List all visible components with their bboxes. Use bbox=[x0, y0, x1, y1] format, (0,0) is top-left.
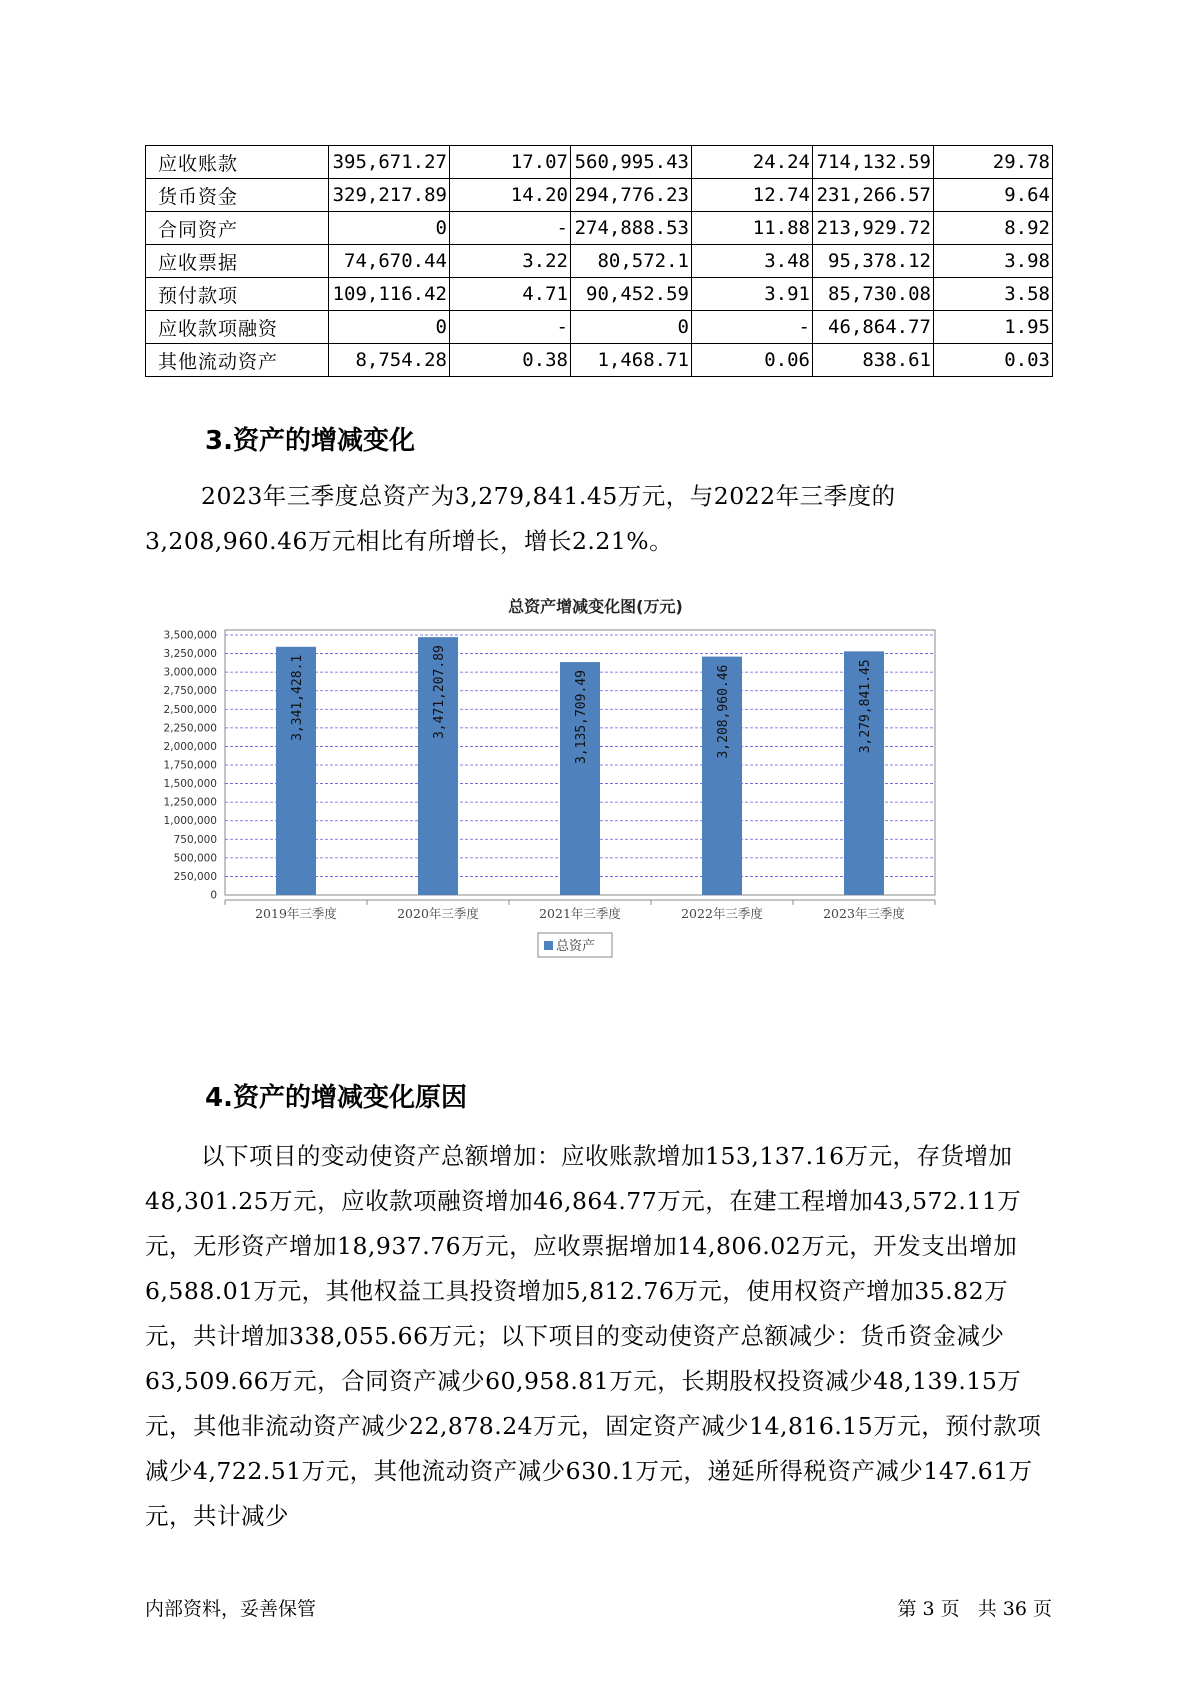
x-tick-label: 2019年三季度 bbox=[255, 906, 337, 921]
table-cell-value: 395,671.27 bbox=[329, 146, 450, 179]
table-cell-value: 46,864.77 bbox=[813, 311, 934, 344]
table-cell-value: 3.22 bbox=[450, 245, 571, 278]
table-row bbox=[146, 179, 1053, 212]
table-row bbox=[146, 245, 1053, 278]
table-cell-value: 3.48 bbox=[692, 245, 813, 278]
table-cell-item: 应收账款 bbox=[146, 146, 329, 179]
table-cell-value: 3.98 bbox=[934, 245, 1053, 278]
y-tick-label: 3,000,000 bbox=[163, 666, 217, 679]
table-cell-value: 3.58 bbox=[934, 278, 1053, 311]
section-3-text: 2023年三季度总资产为3,279,841.45万元，与2022年三季度的3,208,960.46万元相比有所增长，增长2.21%。 bbox=[145, 482, 896, 555]
table-cell-item: 其他流动资产 bbox=[146, 344, 329, 377]
table-cell-value: 8.92 bbox=[934, 212, 1053, 245]
table-cell-item: 应收票据 bbox=[146, 245, 329, 278]
section-3-heading: 3.资产的增减变化 bbox=[205, 426, 415, 456]
table-cell-value: 74,670.44 bbox=[329, 245, 450, 278]
table-cell-value: 0 bbox=[571, 311, 692, 344]
y-tick-label: 3,250,000 bbox=[163, 648, 217, 661]
table-cell-value: 294,776.23 bbox=[571, 179, 692, 212]
chart-data-label: 3,208,960.46 bbox=[716, 664, 731, 759]
table-cell-item: 合同资产 bbox=[146, 212, 329, 245]
y-tick-label: 1,750,000 bbox=[163, 759, 217, 772]
table-cell-value: 0.03 bbox=[934, 344, 1053, 377]
table-cell-value: 1.95 bbox=[934, 311, 1053, 344]
table-cell-value: 12.74 bbox=[692, 179, 813, 212]
chart-x-tick-labels bbox=[225, 900, 935, 921]
section-4-text: 以下项目的变动使资产总额增加：应收账款增加153,137.16万元，存货增加48,301.25万元，应收款项融资增加46,864.77万元，在建工程增加43,572.11万元，无形资产增加18,937.76万元，应收票据增加14,806.02万元，开发支出增加6,588.01万元，其他权益工具投资增加5,812.76万元，使用权资产增加35.82万元，共计增加338,055.66万元；以下项目的变动使资产总额减少：货币资金减少63,509.66万元，合同资产减少60,958.81万元，长期股权投资减少48,139.15万元，其他非流动资产减少22,878.24万元，固定资产减少14,816.15万元，预付款项减少4,722.51万元，其他流动资产减少630.1万元，递延所得税资产减少147.61万元，共计减少 bbox=[145, 1142, 1042, 1530]
asset-table-body bbox=[146, 146, 1053, 377]
table-row bbox=[146, 344, 1053, 377]
table-cell-value: 29.78 bbox=[934, 146, 1053, 179]
table-cell-value: 109,116.42 bbox=[329, 278, 450, 311]
table-cell-value: 274,888.53 bbox=[571, 212, 692, 245]
table-cell-value: 329,217.89 bbox=[329, 179, 450, 212]
table-cell-value: 0 bbox=[329, 311, 450, 344]
chart-data-label: 3,135,709.49 bbox=[574, 670, 589, 764]
table-cell-value: 85,730.08 bbox=[813, 278, 934, 311]
table-cell-value: 231,266.57 bbox=[813, 179, 934, 212]
y-tick-label: 0 bbox=[210, 889, 217, 902]
table-row bbox=[146, 311, 1053, 344]
table-cell-value: 838.61 bbox=[813, 344, 934, 377]
x-tick-label: 2021年三季度 bbox=[539, 906, 621, 921]
y-tick-label: 2,250,000 bbox=[163, 722, 217, 735]
table-cell-value: 3.91 bbox=[692, 278, 813, 311]
y-tick-label: 750,000 bbox=[173, 833, 217, 846]
section-4-paragraph bbox=[145, 1134, 1050, 1530]
table-cell-value: 14.20 bbox=[450, 179, 571, 212]
y-tick-label: 2,000,000 bbox=[163, 740, 217, 753]
y-tick-label: 2,500,000 bbox=[163, 703, 217, 716]
y-tick-label: 2,750,000 bbox=[163, 685, 217, 698]
table-cell-value: 560,995.43 bbox=[571, 146, 692, 179]
table-cell-value: 90,452.59 bbox=[571, 278, 692, 311]
footer-page-number: 第 3 页 共 36 页 bbox=[897, 1598, 1052, 1620]
chart-data-label: 3,341,428.1 bbox=[290, 654, 305, 741]
table-cell-value: 0.06 bbox=[692, 344, 813, 377]
table-row bbox=[146, 146, 1053, 179]
table-cell-item: 应收款项融资 bbox=[146, 311, 329, 344]
legend-label: 总资产 bbox=[556, 939, 596, 954]
table-cell-value: 9.64 bbox=[934, 179, 1053, 212]
table-cell-item: 货币资金 bbox=[146, 179, 329, 212]
table-cell-value: 714,132.59 bbox=[813, 146, 934, 179]
chart-legend bbox=[538, 933, 612, 957]
y-tick-label: 500,000 bbox=[173, 852, 217, 865]
x-tick-label: 2023年三季度 bbox=[823, 906, 905, 921]
x-tick-label: 2020年三季度 bbox=[397, 906, 479, 921]
asset-table bbox=[145, 145, 1053, 377]
table-cell-value: 11.88 bbox=[692, 212, 813, 245]
table-cell-value: 0 bbox=[329, 212, 450, 245]
chart-y-tick-labels bbox=[164, 630, 217, 902]
table-cell-value: 213,929.72 bbox=[813, 212, 934, 245]
table-cell-value: - bbox=[692, 311, 813, 344]
section-3-paragraph bbox=[145, 474, 1050, 564]
table-cell-value: 95,378.12 bbox=[813, 245, 934, 278]
chart-data-label: 3,471,207.89 bbox=[432, 645, 447, 740]
table-cell-value: - bbox=[450, 212, 571, 245]
section-4-heading: 4.资产的增减变化原因 bbox=[205, 1083, 467, 1113]
table-row bbox=[146, 278, 1053, 311]
table-cell-item: 预付款项 bbox=[146, 278, 329, 311]
table-cell-value: 4.71 bbox=[450, 278, 571, 311]
y-tick-label: 3,500,000 bbox=[163, 629, 217, 642]
total-assets-chart bbox=[150, 620, 1030, 970]
y-tick-label: 1,250,000 bbox=[163, 796, 217, 809]
x-tick-label: 2022年三季度 bbox=[681, 906, 763, 921]
table-cell-value: 8,754.28 bbox=[329, 344, 450, 377]
y-tick-label: 1,000,000 bbox=[163, 815, 217, 828]
table-cell-value: 1,468.71 bbox=[571, 344, 692, 377]
table-cell-value: 0.38 bbox=[450, 344, 571, 377]
y-tick-label: 1,500,000 bbox=[163, 778, 217, 791]
table-cell-value: 80,572.1 bbox=[571, 245, 692, 278]
footer-confidential-note: 内部资料，妥善保管 bbox=[145, 1598, 317, 1620]
table-row bbox=[146, 212, 1053, 245]
table-cell-value: 17.07 bbox=[450, 146, 571, 179]
legend-swatch bbox=[544, 941, 553, 950]
table-cell-value: - bbox=[450, 311, 571, 344]
chart-title: 总资产增减变化图(万元) bbox=[508, 597, 683, 616]
chart-data-label: 3,279,841.45 bbox=[858, 659, 873, 754]
table-cell-value: 24.24 bbox=[692, 146, 813, 179]
y-tick-label: 250,000 bbox=[173, 870, 217, 883]
